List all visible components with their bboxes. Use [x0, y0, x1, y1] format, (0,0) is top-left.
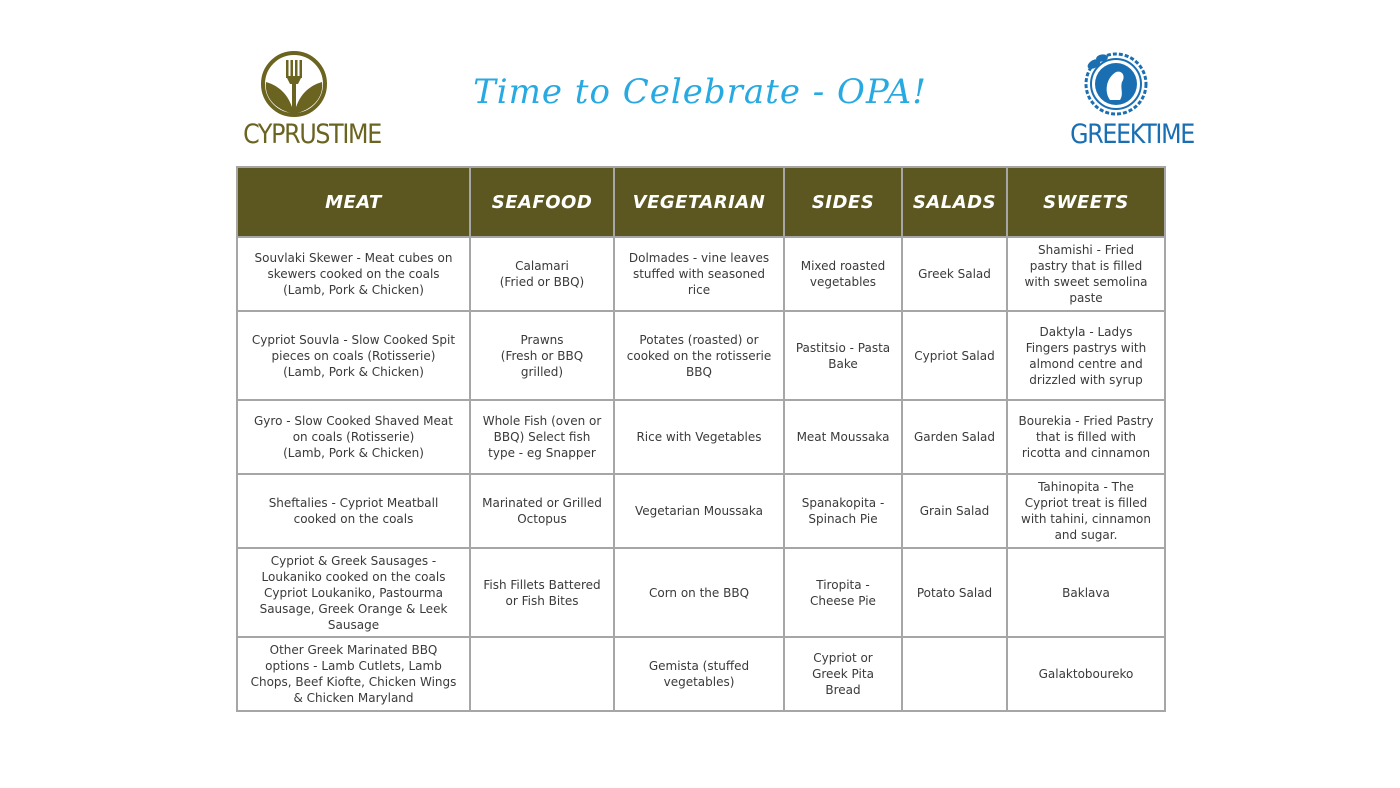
menu-cell: Calamari (Fried or BBQ)	[470, 237, 614, 311]
menu-cell: Souvlaki Skewer - Meat cubes on skewers cooked on the coals (Lamb, Pork & Chicken)	[237, 237, 470, 311]
menu-cell: Galaktoboureko	[1007, 637, 1165, 711]
menu-cell: Cypriot Souvla - Slow Cooked Spit pieces on coals (Rotisserie) (Lamb, Pork & Chicken)	[237, 311, 470, 400]
menu-cell: Marinated or Grilled Octopus	[470, 474, 614, 548]
menu-cell: Grain Salad	[902, 474, 1007, 548]
menu-cell: Rice with Vegetables	[614, 400, 784, 474]
column-header-meat: MEAT	[237, 167, 470, 237]
menu-cell: Greek Salad	[902, 237, 1007, 311]
menu-cell: Cypriot or Greek Pita Bread	[784, 637, 902, 711]
table-row	[237, 400, 1165, 474]
column-header-salads: SALADS	[902, 167, 1007, 237]
menu-cell: Sheftalies - Cypriot Meatball cooked on the coals	[237, 474, 470, 548]
menu-cell: Prawns (Fresh or BBQ grilled)	[470, 311, 614, 400]
menu-cell: Tahinopita - The Cypriot treat is filled with tahini, cinnamon and sugar.	[1007, 474, 1165, 548]
menu-cell: Whole Fish (oven or BBQ) Select fish type - eg Snapper	[470, 400, 614, 474]
menu-cell: Shamishi - Fried pastry that is filled with sweet semolina paste	[1007, 237, 1165, 311]
fork-leaf-icon	[236, 50, 354, 120]
menu-cell: Tiropita - Cheese Pie	[784, 548, 902, 637]
menu-cell: Pastitsio - Pasta Bake	[784, 311, 902, 400]
column-header-sides: SIDES	[784, 167, 902, 237]
menu-cell	[470, 637, 614, 711]
column-header-vegetarian: VEGETARIAN	[614, 167, 784, 237]
menu-cell: Baklava	[1007, 548, 1165, 637]
menu-cell: Meat Moussaka	[784, 400, 902, 474]
menu-cell: Other Greek Marinated BBQ options - Lamb Cutlets, Lamb Chops, Beef Kiofte, Chicken Wings & Chicken Maryland	[237, 637, 470, 711]
table-row	[237, 237, 1165, 311]
menu-header-row	[237, 167, 1165, 237]
menu-cell: Dolmades - vine leaves stuffed with seasoned rice	[614, 237, 784, 311]
menu-table	[236, 166, 1166, 712]
greektime-wordmark: GREEKTIME	[1070, 119, 1194, 150]
table-row	[237, 637, 1165, 711]
menu-cell: Potates (roasted) or cooked on the rotisserie BBQ	[614, 311, 784, 400]
menu-cell	[902, 637, 1007, 711]
menu-cell: Garden Salad	[902, 400, 1007, 474]
menu-cell: Spanakopita - Spinach Pie	[784, 474, 902, 548]
menu-cell: Cypriot & Greek Sausages - Loukaniko cooked on the coals Cypriot Loukaniko, Pastourma Sausage, Greek Orange & Leek Sausage	[237, 548, 470, 637]
menu-cell: Corn on the BBQ	[614, 548, 784, 637]
menu-cell: Bourekia - Fried Pastry that is filled with ricotta and cinnamon	[1007, 400, 1165, 474]
greek-medallion-icon	[1064, 50, 1166, 120]
cyprustime-wordmark: CYPRUSTIME	[243, 119, 381, 150]
menu-cell: Mixed roasted vegetables	[784, 237, 902, 311]
table-row	[237, 474, 1165, 548]
menu-cell: Potato Salad	[902, 548, 1007, 637]
menu-cell: Daktyla - Ladys Fingers pastrys with almond centre and drizzled with syrup	[1007, 311, 1165, 400]
cyprustime-logo	[236, 50, 381, 150]
table-row	[237, 311, 1165, 400]
menu-cell: Gyro - Slow Cooked Shaved Meat on coals (Rotisserie) (Lamb, Pork & Chicken)	[237, 400, 470, 474]
table-row	[237, 548, 1165, 637]
menu-cell: Vegetarian Moussaka	[614, 474, 784, 548]
menu-cell: Fish Fillets Battered or Fish Bites	[470, 548, 614, 637]
menu-cell: Cypriot Salad	[902, 311, 1007, 400]
menu-cell: Gemista (stuffed vegetables)	[614, 637, 784, 711]
page-title: Time to Celebrate - OPA!	[473, 72, 927, 112]
column-header-sweets: SWEETS	[1007, 167, 1165, 237]
greektime-logo	[1064, 50, 1194, 150]
column-header-seafood: SEAFOOD	[470, 167, 614, 237]
